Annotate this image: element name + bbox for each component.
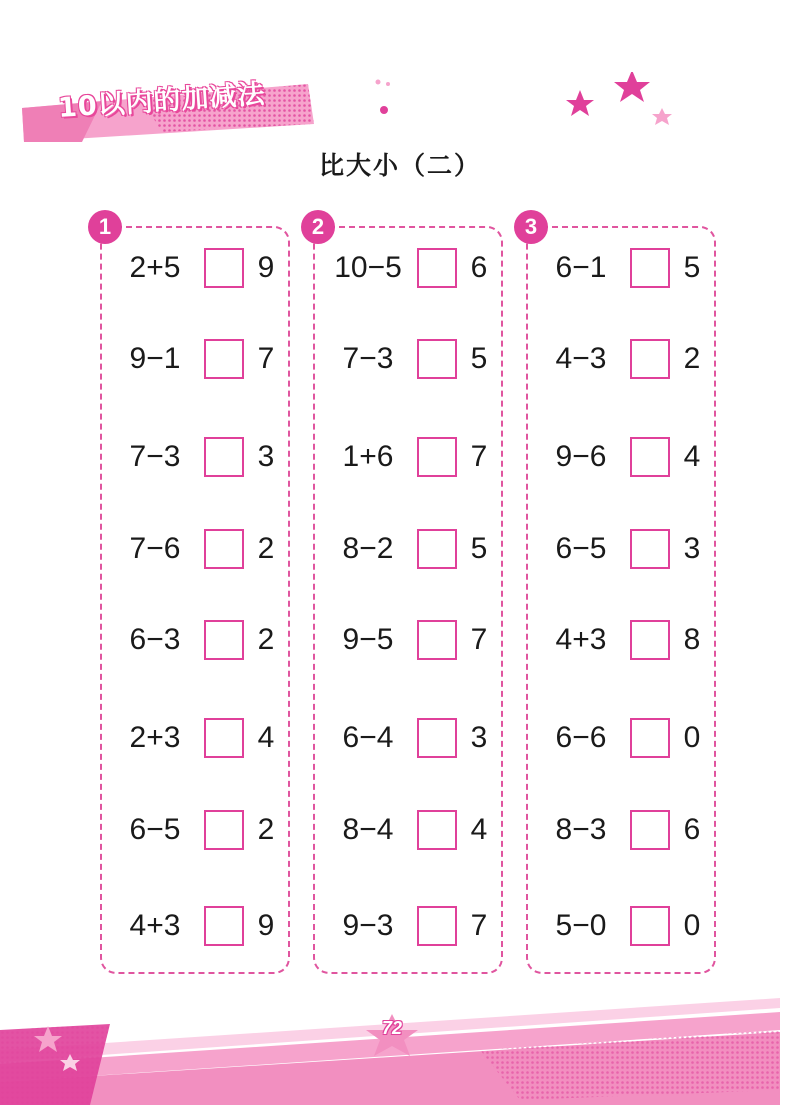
compare-number: 5	[470, 532, 488, 565]
expression: 1+6	[342, 440, 394, 473]
expression: 4+3	[555, 623, 607, 656]
expression: 10−5	[334, 251, 402, 284]
answer-box[interactable]	[417, 810, 457, 850]
expression: 7−3	[342, 342, 394, 375]
answer-box[interactable]	[630, 906, 670, 946]
expression: 7−3	[129, 440, 181, 473]
comparison-row	[112, 903, 282, 949]
expression: 7−6	[129, 532, 181, 565]
expression: 6−3	[129, 623, 181, 656]
comparison-row	[538, 715, 708, 761]
compare-number: 7	[470, 909, 488, 942]
page-number: 72	[381, 1018, 403, 1038]
comparison-row	[325, 903, 495, 949]
comparison-row	[112, 617, 282, 663]
answer-box[interactable]	[630, 437, 670, 477]
comparison-row	[538, 807, 708, 853]
comparison-row	[325, 336, 495, 382]
answer-box[interactable]	[204, 339, 244, 379]
expression: 9−3	[342, 909, 394, 942]
expression: 6−6	[555, 721, 607, 754]
compare-number: 8	[683, 623, 701, 656]
comparison-row	[325, 807, 495, 853]
compare-number: 4	[257, 721, 275, 754]
comparison-row	[538, 526, 708, 572]
expression: 8−4	[342, 813, 394, 846]
answer-box[interactable]	[204, 718, 244, 758]
compare-number: 2	[683, 342, 701, 375]
expression: 6−5	[555, 532, 607, 565]
compare-number: 0	[683, 721, 701, 754]
expression: 8−3	[555, 813, 607, 846]
compare-number: 9	[257, 251, 275, 284]
comparison-row	[325, 715, 495, 761]
answer-box[interactable]	[417, 437, 457, 477]
expression: 9−6	[555, 440, 607, 473]
comparison-row	[325, 526, 495, 572]
column-badge: 2	[301, 210, 335, 244]
comparison-row	[325, 245, 495, 291]
answer-box[interactable]	[417, 906, 457, 946]
compare-number: 7	[470, 623, 488, 656]
expression: 8−2	[342, 532, 394, 565]
page-title: 比大小（二）	[318, 151, 481, 180]
compare-number: 0	[683, 909, 701, 942]
expression: 9−1	[129, 342, 181, 375]
expression: 6−4	[342, 721, 394, 754]
compare-number: 9	[257, 909, 275, 942]
answer-box[interactable]	[417, 529, 457, 569]
answer-box[interactable]	[417, 718, 457, 758]
compare-number: 2	[257, 813, 275, 846]
compare-number: 3	[257, 440, 275, 473]
comparison-row	[538, 434, 708, 480]
footer-stripes	[0, 990, 800, 1105]
comparison-row	[112, 434, 282, 480]
compare-number: 6	[470, 251, 488, 284]
comparison-row	[325, 617, 495, 663]
compare-number: 5	[470, 342, 488, 375]
compare-number: 5	[683, 251, 701, 284]
compare-number: 7	[470, 440, 488, 473]
column-badge: 1	[88, 210, 122, 244]
answer-box[interactable]	[204, 529, 244, 569]
answer-box[interactable]	[204, 906, 244, 946]
answer-box[interactable]	[630, 810, 670, 850]
expression: 6−1	[555, 251, 607, 284]
answer-box[interactable]	[204, 248, 244, 288]
answer-box[interactable]	[630, 718, 670, 758]
compare-number: 2	[257, 532, 275, 565]
answer-box[interactable]	[630, 529, 670, 569]
comparison-row	[112, 245, 282, 291]
comparison-row	[538, 903, 708, 949]
compare-number: 3	[683, 532, 701, 565]
answer-box[interactable]	[204, 437, 244, 477]
answer-box[interactable]	[417, 248, 457, 288]
compare-number: 6	[683, 813, 701, 846]
answer-box[interactable]	[630, 620, 670, 660]
answer-box[interactable]	[417, 620, 457, 660]
compare-number: 7	[257, 342, 275, 375]
comparison-row	[112, 336, 282, 382]
expression: 4+3	[129, 909, 181, 942]
expression: 9−5	[342, 623, 394, 656]
answer-box[interactable]	[204, 810, 244, 850]
comparison-row	[538, 617, 708, 663]
compare-number: 3	[470, 721, 488, 754]
comparison-row	[112, 715, 282, 761]
expression: 4−3	[555, 342, 607, 375]
expression: 5−0	[555, 909, 607, 942]
comparison-row	[112, 807, 282, 853]
expression: 2+3	[129, 721, 181, 754]
comparison-row	[325, 434, 495, 480]
expression: 2+5	[129, 251, 181, 284]
comparison-row	[112, 526, 282, 572]
column-badge: 3	[514, 210, 548, 244]
comparison-row	[538, 245, 708, 291]
answer-box[interactable]	[630, 339, 670, 379]
answer-box[interactable]	[417, 339, 457, 379]
comparison-row	[538, 336, 708, 382]
stars-decoration-icon	[370, 72, 680, 132]
compare-number: 4	[470, 813, 488, 846]
answer-box[interactable]	[204, 620, 244, 660]
expression: 6−5	[129, 813, 181, 846]
compare-number: 2	[257, 623, 275, 656]
banner-title: 10以内的加减法	[57, 78, 267, 124]
answer-box[interactable]	[630, 248, 670, 288]
compare-number: 4	[683, 440, 701, 473]
